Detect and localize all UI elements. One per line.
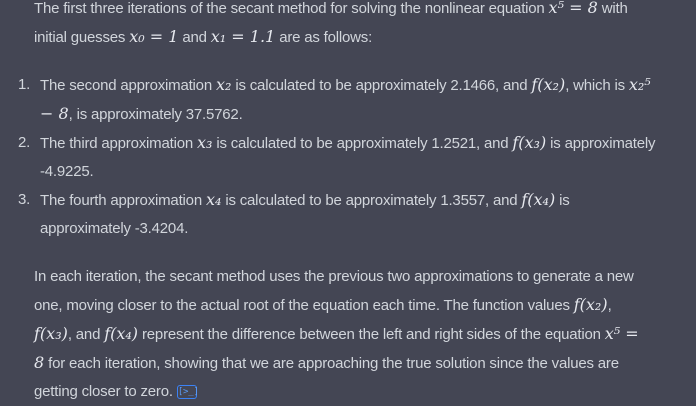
step-math: f(x₂) <box>531 75 566 94</box>
intro-text-2: with initial guesses <box>34 0 628 46</box>
summary-text-5: for each iteration, showing that we are approaching the true solution since the values are getting closer to zero. <box>34 355 619 400</box>
list-item <box>18 186 664 243</box>
step-math: f(x₄) <box>521 190 556 209</box>
list-number: 1. <box>18 76 31 93</box>
step-text: The second approximation <box>40 77 216 94</box>
step-text: is approximately -3.4204. <box>40 192 570 237</box>
step-math: x₂ <box>215 75 232 94</box>
step-math: f(x₃) <box>512 133 547 152</box>
summary-math: x⁵ = 8 <box>34 324 639 372</box>
intro-text-1: The first three iterations of the secant method for solving the nonlinear equation <box>34 0 549 17</box>
list-item <box>18 129 664 186</box>
step-text: is approximately -4.9225. <box>40 135 656 180</box>
iteration-list <box>18 71 664 243</box>
intro-text-3: and <box>178 29 211 46</box>
summary-math: f(x₃) <box>34 324 68 343</box>
summary-text-4: represent the difference between the left and right sides of the equation <box>138 326 605 343</box>
step-text: The third approximation <box>40 135 197 152</box>
equation-math: x⁵ = 8 <box>548 0 598 17</box>
step-math: x₂⁵ − 8 <box>40 75 651 123</box>
step-text: is calculated to be approximately 2.1466, and <box>231 77 532 94</box>
summary-text-2: , <box>607 297 612 314</box>
intro-paragraph <box>34 0 646 52</box>
summary-paragraph <box>34 263 646 406</box>
list-number: 2. <box>18 134 31 151</box>
summary-math: f(x₂) <box>573 295 608 314</box>
step-math: x₄ <box>205 190 222 209</box>
step-math: x₃ <box>196 133 213 152</box>
list-number: 3. <box>18 191 31 208</box>
summary-text-1: In each iteration, the secant method uses the previous two approximations to generate a new one, moving closer to the actual root of the equation each time. The function values <box>34 268 634 314</box>
x0-math: x₀ = 1 <box>129 27 179 46</box>
citation-button[interactable]: [>_] <box>177 387 199 398</box>
intro-text-4: are as follows: <box>275 29 373 46</box>
step-text: is calculated to be approximately 1.3557, and <box>221 192 522 209</box>
step-text: , which is <box>565 77 629 94</box>
summary-math: f(x₄) <box>104 324 139 343</box>
step-text: , is approximately 37.5762. <box>68 106 243 123</box>
step-text: is calculated to be approximately 1.2521, and <box>212 135 513 152</box>
summary-text-3: , and <box>67 326 105 343</box>
list-item <box>18 71 664 129</box>
x1-math: x₁ = 1.1 <box>210 27 276 46</box>
step-text: The fourth approximation <box>40 192 206 209</box>
